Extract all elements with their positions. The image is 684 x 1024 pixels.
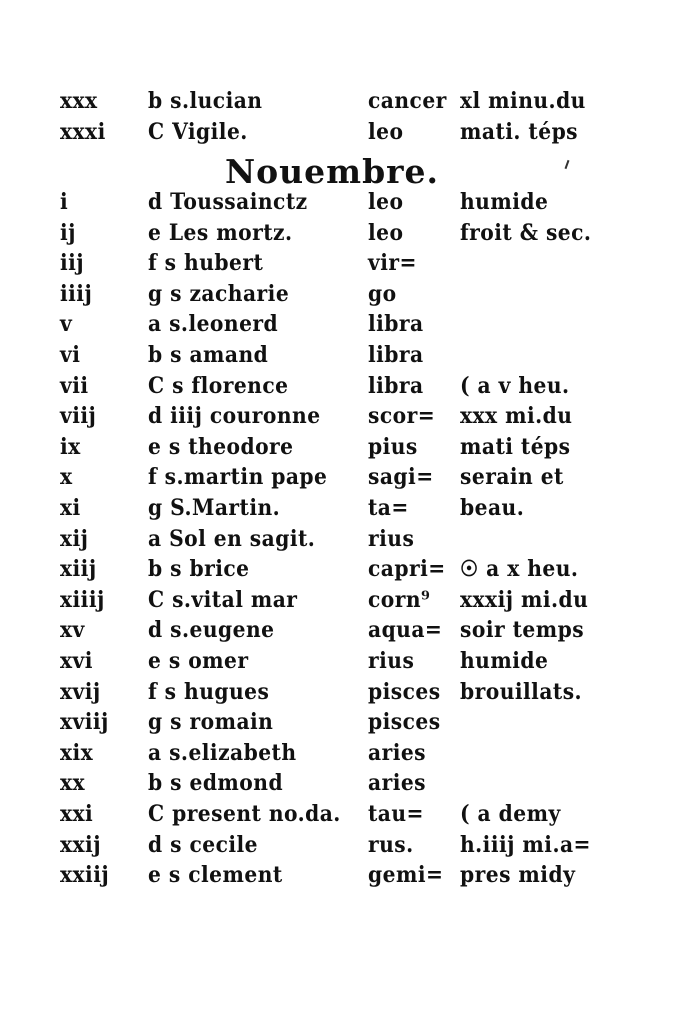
day-number: xxxi	[60, 119, 106, 145]
saint-entry: d Toussainctz	[148, 189, 308, 215]
calendar-row	[0, 554, 684, 584]
day-number: vii	[60, 372, 89, 399]
day-number: xij	[60, 525, 89, 552]
zodiac-sign: pisces	[368, 709, 441, 736]
zodiac-sign: go	[368, 280, 397, 307]
calendar-row	[0, 432, 684, 462]
weather-note: serain et	[460, 464, 564, 491]
zodiac-sign: leo	[368, 219, 404, 246]
day-number: ij	[60, 219, 76, 246]
zodiac-sign: rus.	[368, 831, 414, 858]
day-number: xiiij	[60, 586, 105, 613]
day-number: xviij	[60, 709, 109, 736]
day-number: x	[60, 464, 73, 491]
saint-entry: f s hugues	[148, 678, 270, 705]
saint-entry: g S.Martin.	[148, 495, 281, 521]
zodiac-sign: corn⁹	[368, 586, 431, 613]
weather-note: mati téps	[460, 433, 571, 460]
zodiac-sign: capri=	[368, 556, 446, 583]
zodiac-sign: leo	[368, 189, 404, 215]
saint-entry: f s hubert	[148, 250, 264, 277]
weather-note: pres midy	[460, 862, 576, 889]
day-number: xx	[60, 770, 86, 797]
day-number: iij	[60, 250, 85, 277]
saint-entry: b s brice	[148, 556, 250, 583]
day-number: v	[60, 311, 73, 338]
weather-note: beau.	[460, 495, 525, 521]
saint-entry: f s.martin pape	[148, 464, 328, 491]
weather-note: xxxij mi.du	[460, 586, 589, 613]
zodiac-sign: rius	[368, 648, 415, 674]
weather-note: humide	[460, 189, 549, 215]
calendar-row	[0, 218, 684, 248]
weather-note: humide	[460, 648, 549, 674]
saint-entry: e s clement	[148, 862, 283, 889]
day-number: viij	[60, 403, 97, 430]
zodiac-sign: gemi=	[368, 862, 444, 889]
weather-note: xxx mi.du	[460, 403, 573, 430]
calendar-row	[0, 401, 684, 431]
day-number: xxx	[60, 88, 98, 114]
day-number: xxij	[60, 831, 101, 858]
saint-entry: e s theodore	[148, 433, 294, 460]
zodiac-sign: cancer	[368, 88, 447, 114]
zodiac-sign: scor=	[368, 403, 436, 430]
saint-entry: a s.elizabeth	[148, 739, 297, 766]
day-number: xv	[60, 617, 85, 644]
saint-entry: d iiij couronne	[148, 403, 321, 430]
calendar-row	[0, 462, 684, 492]
calendar-row	[0, 707, 684, 737]
day-number: xvij	[60, 678, 101, 705]
saint-entry: C s.vital mar	[148, 586, 298, 613]
calendar-row	[0, 860, 684, 890]
zodiac-sign: pius	[368, 433, 418, 460]
zodiac-sign: vir=	[368, 250, 417, 277]
calendar-row	[0, 117, 684, 147]
calendar-row	[0, 768, 684, 798]
zodiac-sign: rius	[368, 525, 415, 552]
calendar-row	[0, 309, 684, 339]
zodiac-sign: libra	[368, 311, 424, 338]
calendar-row	[0, 524, 684, 554]
calendar-row	[0, 279, 684, 309]
saint-entry: e Les mortz.	[148, 219, 293, 246]
day-number: xix	[60, 739, 94, 766]
day-number: xi	[60, 495, 81, 521]
zodiac-sign: aqua=	[368, 617, 443, 644]
saint-entry: d s cecile	[148, 831, 259, 858]
calendar-row	[0, 646, 684, 676]
saint-entry: C s florence	[148, 372, 289, 399]
day-number: iiij	[60, 280, 93, 307]
zodiac-sign: sagi=	[368, 464, 434, 491]
weather-note: h.iiij mi.a=	[460, 831, 591, 858]
saint-entry: b s amand	[148, 342, 269, 368]
saint-entry: b s.lucian	[148, 88, 263, 114]
saint-entry: g s romain	[148, 709, 274, 736]
calendar-row	[0, 493, 684, 523]
day-number: vi	[60, 342, 81, 368]
weather-note: soir temps	[460, 617, 585, 644]
saint-entry: C Vigile.	[148, 119, 248, 145]
day-number: xiij	[60, 556, 97, 583]
weather-note: mati. téps	[460, 119, 579, 145]
calendar-row	[0, 187, 684, 217]
weather-note: brouillats.	[460, 678, 583, 705]
saint-entry: a Sol en sagit.	[148, 525, 316, 552]
saint-entry: g s zacharie	[148, 280, 290, 307]
day-number: xvi	[60, 648, 93, 674]
day-number: i	[60, 189, 69, 215]
weather-note: ( a v heu.	[460, 372, 570, 399]
zodiac-sign: ta=	[368, 495, 409, 521]
zodiac-sign: aries	[368, 770, 427, 797]
saint-entry: a s.leonerd	[148, 311, 279, 338]
weather-note: ☉ a x heu.	[460, 556, 579, 583]
calendar-row	[0, 830, 684, 860]
calendar-row	[0, 738, 684, 768]
calendar-row	[0, 677, 684, 707]
weather-note: froit & sec.	[460, 219, 592, 246]
calendar-row	[0, 248, 684, 278]
month-heading: Nouembre.	[225, 152, 440, 191]
zodiac-sign: aries	[368, 739, 427, 766]
saint-entry: e s omer	[148, 648, 249, 674]
weather-note: xl minu.du	[460, 88, 586, 114]
zodiac-sign: tau=	[368, 801, 424, 827]
day-number: xxiij	[60, 862, 110, 889]
calendar-row	[0, 585, 684, 615]
day-number: ix	[60, 433, 81, 460]
calendar-row	[0, 799, 684, 829]
calendar-row	[0, 340, 684, 370]
saint-entry: b s edmond	[148, 770, 284, 797]
saint-entry: C present no.da.	[148, 801, 341, 827]
weather-note: ( a demy	[460, 801, 561, 827]
calendar-row	[0, 615, 684, 645]
day-number: xxi	[60, 801, 94, 827]
zodiac-sign: leo	[368, 119, 404, 145]
calendar-row	[0, 86, 684, 116]
zodiac-sign: libra	[368, 342, 424, 368]
calendar-row	[0, 371, 684, 401]
ink-mark	[565, 160, 570, 169]
zodiac-sign: libra	[368, 372, 424, 399]
saint-entry: d s.eugene	[148, 617, 275, 644]
zodiac-sign: pisces	[368, 678, 441, 705]
